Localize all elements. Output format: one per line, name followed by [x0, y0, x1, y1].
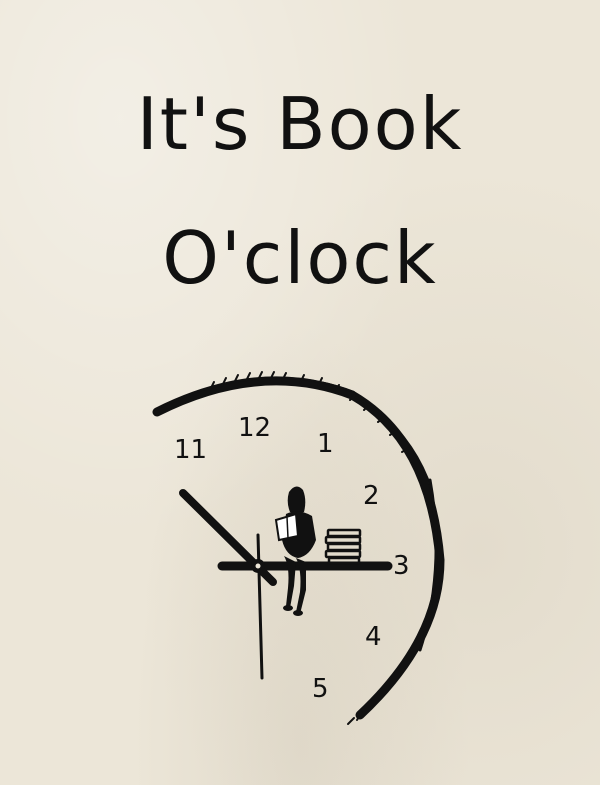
- numeral-2: 2: [363, 481, 380, 511]
- book-stack-icon: [326, 530, 360, 563]
- title-line-2: O'clock: [162, 216, 438, 300]
- numeral-5: 5: [312, 674, 329, 704]
- numeral-3: 3: [393, 551, 410, 581]
- clock-numerals: [174, 413, 410, 704]
- second-hand: [258, 535, 262, 678]
- numeral-12: 12: [238, 413, 272, 443]
- reading-girl-icon: [276, 486, 316, 616]
- title-line-1: It's Book: [136, 82, 464, 166]
- numeral-1: 1: [317, 429, 334, 459]
- numeral-11: 11: [174, 435, 208, 465]
- numeral-4: 4: [365, 622, 382, 652]
